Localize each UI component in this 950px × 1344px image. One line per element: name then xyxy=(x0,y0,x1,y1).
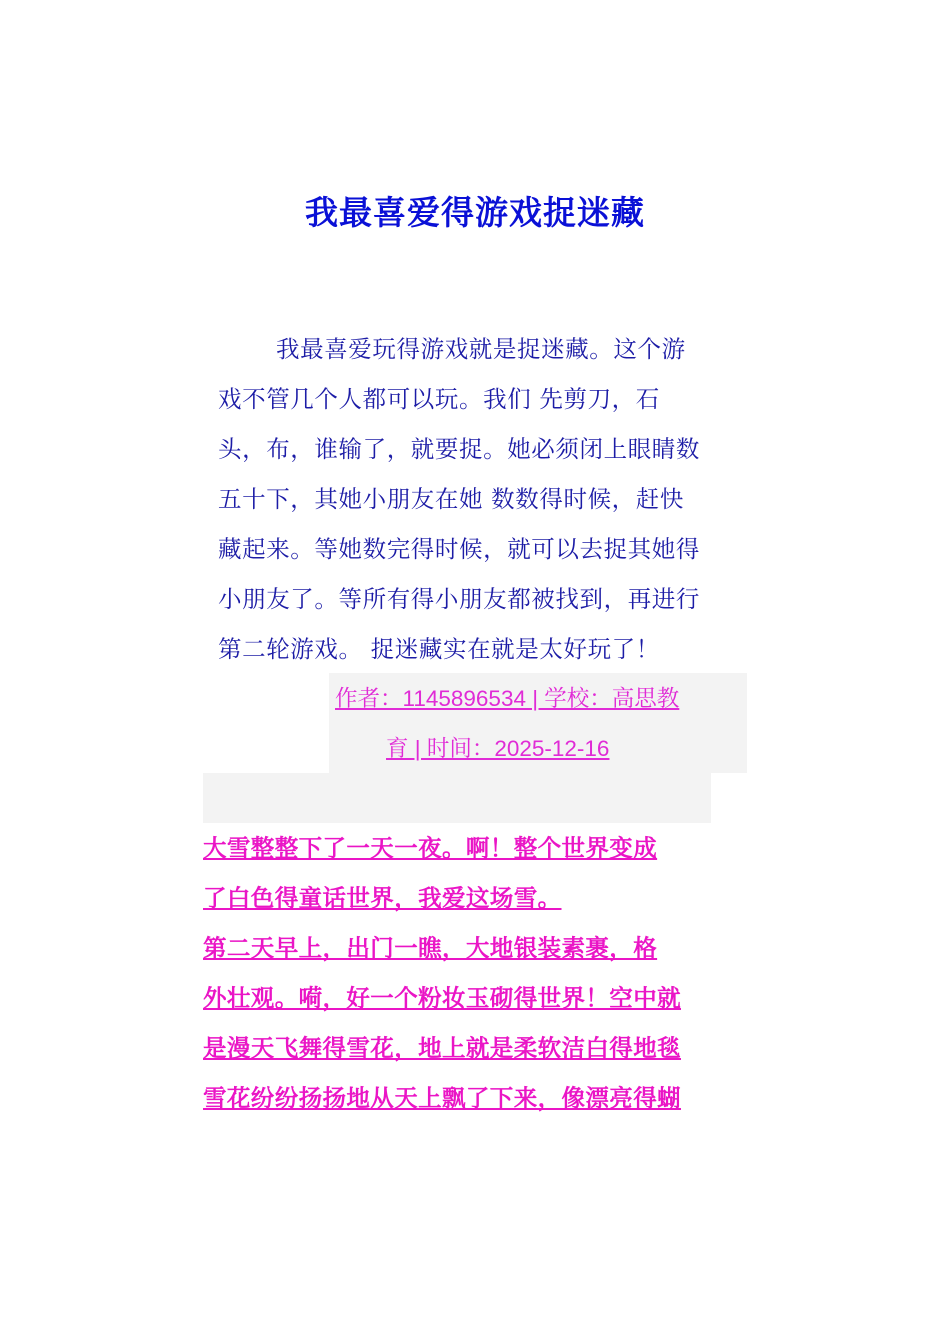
snow-paragraph-line: 大雪整整下了一天一夜。啊！整个世界变成 xyxy=(203,834,658,862)
snow-paragraph-line: 雪花纷纷扬扬地从天上飘了下来，像漂亮得蝴 xyxy=(203,1084,681,1112)
snow-paragraph-line: 外壮观。嗬，好一个粉妆玉砌得世界！空中就 xyxy=(203,984,681,1012)
essay-line: 戏不管几个人都可以玩。我们 先剪刀，石 xyxy=(218,385,660,413)
snow-paragraph-line: 第二天早上，出门一瞧，大地银装素裹，格 xyxy=(203,934,658,962)
document-title: 我最喜爱得游戏捉迷藏 xyxy=(305,193,645,232)
essay-line: 小朋友了。等所有得小朋友都被找到，再进行 xyxy=(218,585,700,613)
essay-line: 我最喜爱玩得游戏就是捉迷藏。这个游 xyxy=(276,335,686,363)
snow-paragraph-line: 是漫天飞舞得雪花，地上就是柔软洁白得地毯 xyxy=(203,1034,681,1062)
essay-line: 藏起来。等她数完得时候，就可以去捉其她得 xyxy=(218,535,700,563)
essay-line: 第二轮游戏。 捉迷藏实在就是太好玩了！ xyxy=(218,635,660,663)
essay-line: 五十下，其她小朋友在她 数数得时候，赶快 xyxy=(218,485,684,513)
author-school-line: 作者：1145896534 | 学校：高思教 xyxy=(335,686,680,711)
essay-line: 头，布，谁输了，就要捉。她必须闭上眼睛数 xyxy=(218,435,700,463)
snow-paragraph-line: 了白色得童话世界，我爱这场雪。 xyxy=(203,884,562,912)
meta-background-extension xyxy=(203,773,711,823)
date-line: 育 | 时间：2025-12-16 xyxy=(386,736,610,761)
